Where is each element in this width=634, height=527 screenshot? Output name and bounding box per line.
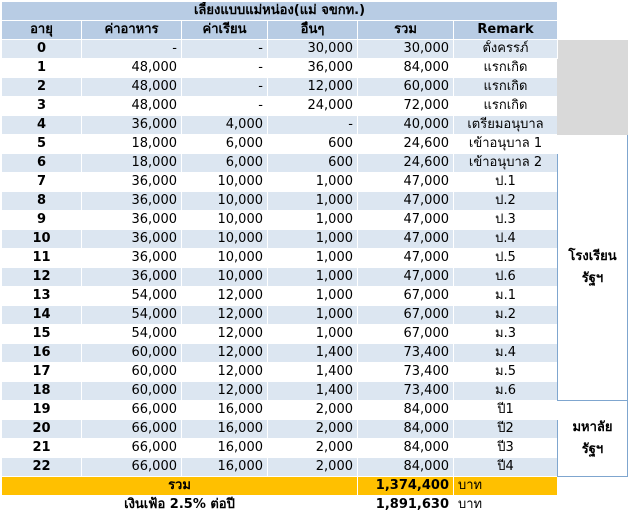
- row-school: -: [182, 40, 268, 59]
- row-age: 16: [2, 344, 82, 363]
- row-other: 1,000: [268, 268, 358, 287]
- row-remark: ป.5: [454, 249, 558, 268]
- row-other: -: [268, 116, 358, 135]
- row-food: 18,000: [82, 154, 182, 173]
- table-row: [2, 230, 628, 249]
- row-age: 18: [2, 382, 82, 401]
- row-remark: เข้าอนุบาล 2: [454, 154, 558, 173]
- inflation-spacer: [558, 496, 628, 515]
- row-other: 600: [268, 135, 358, 154]
- row-remark: ม.4: [454, 344, 558, 363]
- row-age: 0: [2, 40, 82, 59]
- inflation-label: เงินเฟ้อ 2.5% ต่อปี: [2, 496, 358, 515]
- row-school: 12,000: [182, 306, 268, 325]
- row-total: 67,000: [358, 287, 454, 306]
- row-other: 1,000: [268, 306, 358, 325]
- total-spacer: [558, 477, 628, 496]
- row-school: 10,000: [182, 173, 268, 192]
- row-age: 7: [2, 173, 82, 192]
- row-total: 24,600: [358, 154, 454, 173]
- row-food: 66,000: [82, 439, 182, 458]
- row-age: 10: [2, 230, 82, 249]
- row-remark: ปี3: [454, 439, 558, 458]
- row-age: 6: [2, 154, 82, 173]
- total-unit: บาท: [454, 477, 558, 496]
- row-other: 1,000: [268, 287, 358, 306]
- table-row: [2, 40, 628, 59]
- row-other: 1,400: [268, 363, 358, 382]
- row-age: 15: [2, 325, 82, 344]
- row-total: 47,000: [358, 173, 454, 192]
- row-food: 48,000: [82, 78, 182, 97]
- row-age: 19: [2, 401, 82, 420]
- table-row: [2, 192, 628, 211]
- header-total: รวม: [358, 21, 454, 40]
- row-school: 10,000: [182, 211, 268, 230]
- header-spacer: [558, 21, 628, 40]
- table-row: [2, 135, 628, 154]
- row-total: 84,000: [358, 59, 454, 78]
- row-remark: แรกเกิด: [454, 59, 558, 78]
- row-other: 30,000: [268, 40, 358, 59]
- inflation-value: 1,891,630: [358, 496, 454, 515]
- row-other: 1,000: [268, 249, 358, 268]
- row-remark: ปี2: [454, 420, 558, 439]
- row-total: 60,000: [358, 78, 454, 97]
- row-total: 84,000: [358, 458, 454, 477]
- group-public-university: มหาลัยรัฐฯ: [558, 401, 628, 477]
- row-school: 12,000: [182, 287, 268, 306]
- row-food: 54,000: [82, 306, 182, 325]
- row-school: 16,000: [182, 420, 268, 439]
- header-row: [2, 21, 628, 40]
- summary-inflation-row: [2, 496, 628, 515]
- row-other: 1,400: [268, 382, 358, 401]
- row-total: 40,000: [358, 116, 454, 135]
- row-other: 1,000: [268, 192, 358, 211]
- row-food: 18,000: [82, 135, 182, 154]
- row-total: 84,000: [358, 420, 454, 439]
- row-remark: ม.6: [454, 382, 558, 401]
- row-school: -: [182, 97, 268, 116]
- row-remark: ม.2: [454, 306, 558, 325]
- table-row: [2, 59, 628, 78]
- row-remark: ป.4: [454, 230, 558, 249]
- row-total: 84,000: [358, 439, 454, 458]
- row-remark: ม.5: [454, 363, 558, 382]
- row-school: -: [182, 78, 268, 97]
- table-row: [2, 268, 628, 287]
- cost-table: [1, 1, 628, 515]
- row-food: 36,000: [82, 173, 182, 192]
- row-school: 6,000: [182, 135, 268, 154]
- header-other: อื่นๆ: [268, 21, 358, 40]
- title-row: [2, 2, 628, 21]
- row-food: 36,000: [82, 249, 182, 268]
- row-total: 47,000: [358, 230, 454, 249]
- table-row: [2, 306, 628, 325]
- table-title: เลี้ยงแบบแม่หน่อง(แม่ จขกท.): [2, 2, 558, 21]
- row-total: 73,400: [358, 344, 454, 363]
- row-school: 10,000: [182, 268, 268, 287]
- table-row: [2, 325, 628, 344]
- table-row: [2, 154, 628, 173]
- row-food: 60,000: [82, 382, 182, 401]
- header-age: อายุ: [2, 21, 82, 40]
- group-public-school: โรงเรียนรัฐฯ: [558, 135, 628, 401]
- row-total: 67,000: [358, 325, 454, 344]
- row-total: 47,000: [358, 192, 454, 211]
- row-food: 48,000: [82, 97, 182, 116]
- row-other: 1,000: [268, 325, 358, 344]
- row-age: 22: [2, 458, 82, 477]
- row-food: -: [82, 40, 182, 59]
- row-school: 16,000: [182, 458, 268, 477]
- table-row: [2, 78, 628, 97]
- row-age: 21: [2, 439, 82, 458]
- row-food: 54,000: [82, 287, 182, 306]
- row-school: -: [182, 59, 268, 78]
- row-school: 4,000: [182, 116, 268, 135]
- row-age: 5: [2, 135, 82, 154]
- table-row: [2, 363, 628, 382]
- row-total: 73,400: [358, 382, 454, 401]
- row-age: 2: [2, 78, 82, 97]
- row-school: 16,000: [182, 439, 268, 458]
- row-food: 66,000: [82, 458, 182, 477]
- row-age: 17: [2, 363, 82, 382]
- row-food: 36,000: [82, 192, 182, 211]
- row-food: 48,000: [82, 59, 182, 78]
- row-food: 66,000: [82, 401, 182, 420]
- table-row: [2, 116, 628, 135]
- table-row: [2, 420, 628, 439]
- row-total: 47,000: [358, 268, 454, 287]
- table-row: [2, 458, 628, 477]
- row-total: 84,000: [358, 401, 454, 420]
- total-label: รวม: [2, 477, 358, 496]
- table-row: [2, 382, 628, 401]
- inflation-unit: บาท: [454, 496, 558, 515]
- row-age: 3: [2, 97, 82, 116]
- row-school: 12,000: [182, 344, 268, 363]
- row-food: 36,000: [82, 211, 182, 230]
- row-remark: แรกเกิด: [454, 97, 558, 116]
- row-other: 24,000: [268, 97, 358, 116]
- row-school: 10,000: [182, 230, 268, 249]
- row-remark: ม.1: [454, 287, 558, 306]
- row-other: 2,000: [268, 458, 358, 477]
- row-age: 11: [2, 249, 82, 268]
- row-other: 600: [268, 154, 358, 173]
- row-remark: ป.1: [454, 173, 558, 192]
- row-other: 36,000: [268, 59, 358, 78]
- row-total: 67,000: [358, 306, 454, 325]
- row-remark: เข้าอนุบาล 1: [454, 135, 558, 154]
- row-school: 12,000: [182, 363, 268, 382]
- row-remark: ม.3: [454, 325, 558, 344]
- row-total: 73,400: [358, 363, 454, 382]
- row-age: 8: [2, 192, 82, 211]
- row-school: 10,000: [182, 249, 268, 268]
- row-remark: แรกเกิด: [454, 78, 558, 97]
- header-food: ค่าอาหาร: [82, 21, 182, 40]
- group-preschool-block: [558, 40, 628, 135]
- row-total: 47,000: [358, 249, 454, 268]
- row-remark: ปี1: [454, 401, 558, 420]
- row-other: 1,000: [268, 173, 358, 192]
- row-age: 1: [2, 59, 82, 78]
- table-row: [2, 211, 628, 230]
- header-remark: Remark: [454, 21, 558, 40]
- table-row: [2, 249, 628, 268]
- row-food: 36,000: [82, 116, 182, 135]
- row-food: 60,000: [82, 344, 182, 363]
- row-other: 1,000: [268, 211, 358, 230]
- row-school: 10,000: [182, 192, 268, 211]
- row-school: 12,000: [182, 382, 268, 401]
- row-remark: ปี4: [454, 458, 558, 477]
- row-remark: ป.6: [454, 268, 558, 287]
- table-row: [2, 97, 628, 116]
- table-row: [2, 287, 628, 306]
- row-age: 4: [2, 116, 82, 135]
- table-row: [2, 439, 628, 458]
- title-spacer: [558, 2, 628, 21]
- row-total: 24,600: [358, 135, 454, 154]
- row-age: 12: [2, 268, 82, 287]
- row-total: 72,000: [358, 97, 454, 116]
- row-food: 66,000: [82, 420, 182, 439]
- table-row: [2, 173, 628, 192]
- row-age: 14: [2, 306, 82, 325]
- row-total: 47,000: [358, 211, 454, 230]
- row-remark: ป.3: [454, 211, 558, 230]
- row-food: 60,000: [82, 363, 182, 382]
- row-food: 36,000: [82, 230, 182, 249]
- row-remark: เตรียมอนุบาล: [454, 116, 558, 135]
- row-school: 12,000: [182, 325, 268, 344]
- header-school: ค่าเรียน: [182, 21, 268, 40]
- row-other: 12,000: [268, 78, 358, 97]
- row-remark: ตั้งครรภ์: [454, 40, 558, 59]
- row-food: 54,000: [82, 325, 182, 344]
- total-value: 1,374,400: [358, 477, 454, 496]
- row-age: 13: [2, 287, 82, 306]
- row-school: 6,000: [182, 154, 268, 173]
- row-other: 2,000: [268, 439, 358, 458]
- row-other: 2,000: [268, 420, 358, 439]
- summary-total-row: [2, 477, 628, 496]
- row-food: 36,000: [82, 268, 182, 287]
- table-row: [2, 344, 628, 363]
- table-row: [2, 401, 628, 420]
- row-remark: ป.2: [454, 192, 558, 211]
- row-other: 1,000: [268, 230, 358, 249]
- row-age: 9: [2, 211, 82, 230]
- row-other: 2,000: [268, 401, 358, 420]
- row-school: 16,000: [182, 401, 268, 420]
- row-age: 20: [2, 420, 82, 439]
- row-total: 30,000: [358, 40, 454, 59]
- row-other: 1,400: [268, 344, 358, 363]
